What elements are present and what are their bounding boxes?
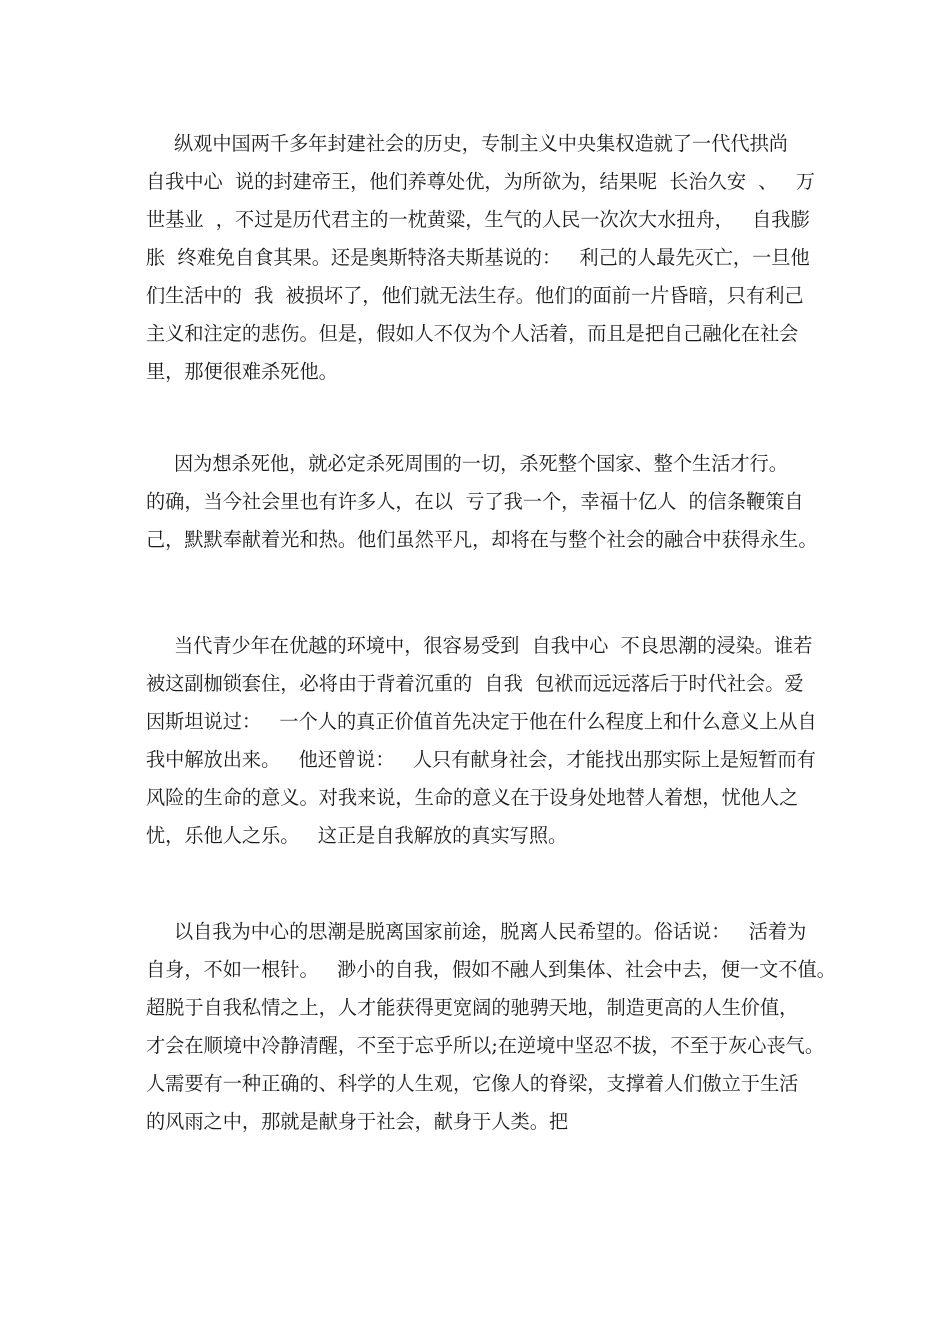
paragraph-line: 以自我为中心的思潮是脱离国家前途，脱离人民希望的。俗话说： 活着为: [174, 920, 807, 943]
paragraph-line: 胀 终难免自食其果。还是奥斯特洛夫斯基说的： 利己的人最先灭亡，一旦他: [146, 246, 810, 269]
paragraph-line: 自我中心 说的封建帝王，他们养尊处优，为所欲为，结果呢 长治久安 、 万: [146, 170, 815, 193]
paragraph-line: 忧，乐他人之乐。 这正是自我解放的真实写照。: [146, 824, 568, 847]
paragraph-line: 因为想杀死他，就必定杀死周围的一切，杀死整个国家、整个生活才行。: [174, 452, 788, 475]
paragraph-line: 主义和注定的悲伤。但是，假如人不仅为个人活着，而且是把自己融化在社会: [146, 322, 799, 345]
paragraph-line: 被这副枷锁套住，必将由于背着沉重的 自我 包袱而远远落后于时代社会。爱: [146, 672, 804, 695]
paragraph-line: 超脱于自我私情之上，人才能获得更宽阔的驰骋天地，制造更高的人生价值，: [146, 996, 799, 1019]
paragraph-line: 才会在顺境中冷静清醒，不至于忘乎所以;在逆境中坚忍不拔，不至于灰心丧气。: [146, 1034, 825, 1057]
paragraph-line: 我中解放出来。 他还曾说： 人只有献身社会，才能找出那实际上是短暂而有: [146, 748, 816, 771]
paragraph-4: [146, 913, 836, 1141]
paragraph-line: 因斯坦说过： 一个人的真正价值首先决定于他在什么程度上和什么意义上从自: [146, 710, 817, 733]
paragraph-line: 里，那便很难杀死他。: [146, 360, 338, 383]
paragraph-line: 人需要有一种正确的、科学的人生观，它像人的脊梁，支撑着人们傲立于生活: [146, 1072, 799, 1095]
paragraph-line: 的风雨之中，那就是献身于社会，献身于人类。把: [146, 1110, 569, 1133]
paragraph-2: [146, 445, 826, 559]
paragraph-line: 纵观中国两千多年封建社会的历史，专制主义中央集权造就了一代代拱尚: [174, 132, 788, 155]
paragraph-line: 世基业 ，不过是历代君主的一枕黄粱，生气的人民一次次大水扭舟， 自我膨: [146, 208, 810, 231]
paragraph-line: 风险的生命的意义。对我来说，生命的意义在于设身处地替人着想，忧他人之: [146, 786, 799, 809]
paragraph-line: 的确，当今社会里也有许多人，在以 亏了我一个，幸福十亿人 的信条鞭策自: [146, 490, 804, 513]
paragraph-line: 们生活中的 我 被损坏了，他们就无法生存。他们的面前一片昏暗，只有利己: [146, 284, 804, 307]
paragraph-1: [146, 125, 826, 391]
paragraph-line: 当代青少年在优越的环境中，很容易受到 自我中心 不良思潮的浸染。谁若: [174, 634, 813, 657]
paragraph-line: 自身，不如一根针。 渺小的自我，假如不融人到集体、社会中去，便一文不值。: [146, 958, 836, 981]
paragraph-line: 己，默默奉献着光和热。他们虽然平凡，却将在与整个社会的融合中获得永生。: [146, 528, 818, 551]
paragraph-3: [146, 627, 826, 855]
